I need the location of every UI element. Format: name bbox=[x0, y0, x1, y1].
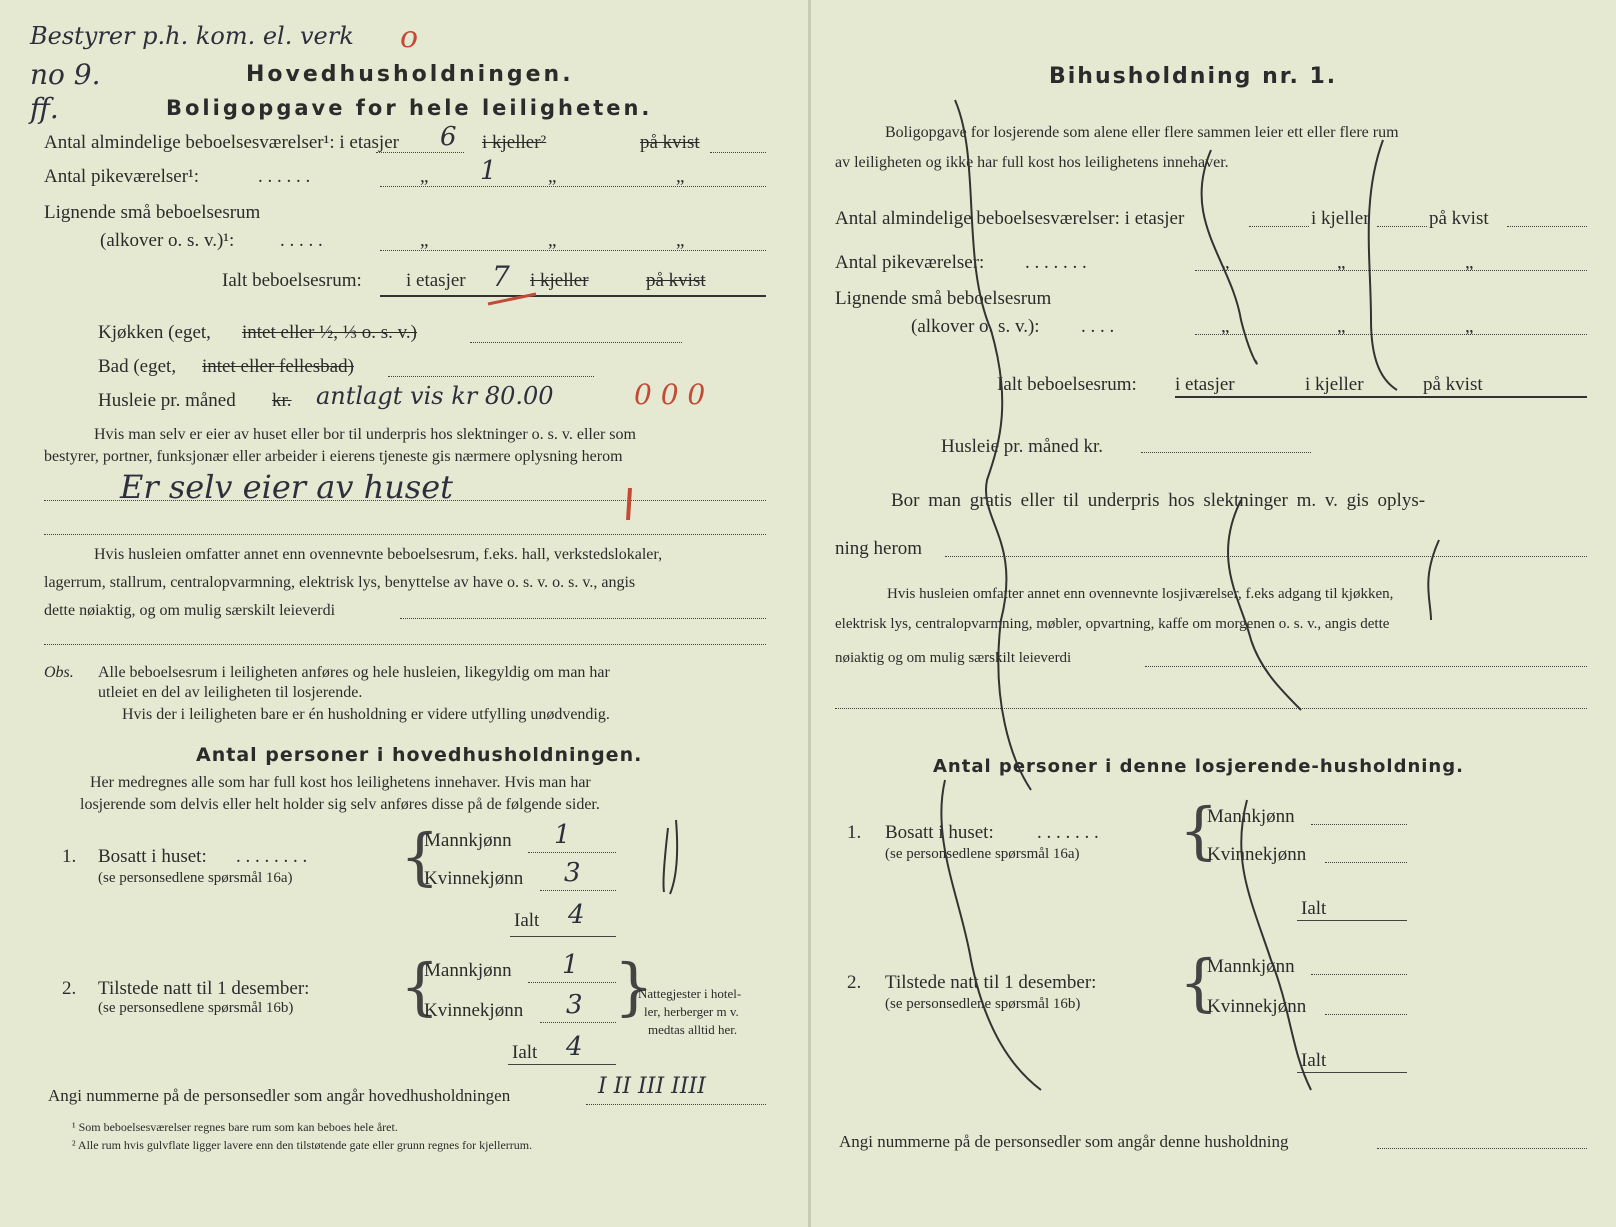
rent-includes-line1: Hvis husleien omfatter annet enn ovennevnte beboelsesrum, f.eks. hall, verkstedslokaler, bbox=[94, 546, 663, 563]
maid-q3: „ bbox=[676, 166, 685, 187]
q2-sub: (se personsedlene spørsmål 16b) bbox=[98, 1000, 294, 1016]
sub-total-label: Ialt beboelsesrum: bbox=[997, 374, 1137, 395]
right-cancel-strokes bbox=[811, 0, 1616, 1227]
sub-maid-q3: „ bbox=[1465, 252, 1474, 273]
sub-q1-label: Bosatt i huset: bbox=[885, 822, 994, 843]
rent-label: Husleie pr. måned bbox=[98, 390, 236, 411]
right-page-sub-household: Bihusholdning nr. 1. Boligopgave for losjerende som alene eller flere sammen leier ett eller flere rum av leiligheten og ikke har full kost hos leilighetens innehaver. Antal almindelige beboelsesværelser: i etasjer i kjeller på kvist Antal pikeværelser: . . . . . . . „ „ „ Lignende små beboelsesrum (alkover o. s. v.): . . . . „ „ „ Ialt beboelsesrum: i etasjer i kjeller på kvist Husleie pr. måned kr. Bor man gratis eller til underpris hos slektninger m. v. gis oplys- ning herom Hvis husleien omfatter annet enn ovennevnte losjiværelser, f.eks adgang til kjøkken, elektrisk lys, centralopvarmning, møbler, opvartning, kaffe om morgenen o. s. v., angis dette nøiaktig og om mulig særskilt leieverdi Antal personer i denne losjerende-husholdning. 1. Bosatt i huset: . . . . . . . (se personsedlene spørsmål 16a) { Mannkjønn Kvinnekjønn Ialt 2. Tilstede natt til 1 desember: (se personsedlene spørsmål 16b) { Mannkjønn Kvinnekjønn Ialt Angi nummerne på de personsedler som angår denne husholdning bbox=[808, 0, 1616, 1227]
total-kvist-struck: på kvist bbox=[646, 270, 706, 291]
owner-para-line1: Hvis man selv er eier av huset eller bor til underpris hos slektninger o. s. v. eller som bbox=[94, 426, 636, 443]
q2-number: 2. bbox=[62, 978, 77, 999]
sub-total-kvist: på kvist bbox=[1423, 374, 1483, 395]
sub-total-kjeller: i kjeller bbox=[1305, 374, 1364, 395]
sub-alcoves-q3: „ bbox=[1465, 316, 1474, 337]
q1-male-label: Mannkjønn bbox=[424, 830, 512, 851]
obs-label: Obs. bbox=[44, 664, 74, 681]
q2-female-label: Kvinnekjønn bbox=[424, 1000, 524, 1021]
maid-q1: „ bbox=[420, 166, 429, 187]
sub-q2-label: Tilstede natt til 1 desember: bbox=[885, 972, 1097, 993]
rent-kr: kr. bbox=[272, 390, 292, 411]
q2-male-label: Mannkjønn bbox=[424, 960, 512, 981]
sub-intro-line2: av leiligheten og ikke har full kost hos leilighetens innehaver. bbox=[835, 154, 1229, 171]
alcoves-dots: . . . . . bbox=[280, 230, 323, 251]
footnote-2: ² Alle rum hvis gulvflate ligger lavere enn den tilstøtende gate eller grunn regnes for kjellerrum. bbox=[72, 1138, 533, 1152]
persons-title: Antal personer i hovedhusholdningen. bbox=[196, 744, 643, 766]
sub-maid-q2: „ bbox=[1337, 252, 1346, 273]
angi-value: I II III IIII bbox=[598, 1074, 706, 1099]
total-rooms-label: Ialt beboelsesrum: bbox=[222, 270, 362, 291]
maid-rooms-value: 1 bbox=[480, 156, 497, 186]
q1-female-label: Kvinnekjønn bbox=[424, 868, 524, 889]
persons-intro-line1: Her medregnes alle som har full kost hos leilighetens innehaver. Hvis man har bbox=[90, 774, 591, 791]
sub-q2-sub: (se personsedlene spørsmål 16b) bbox=[885, 996, 1081, 1012]
sub-intro-line1: Boligopgave for losjerende som alene eller flere sammen leier ett eller flere rum bbox=[885, 124, 1399, 141]
rooms-kjeller-struck: i kjeller² bbox=[482, 132, 547, 153]
sub-q1-female-label: Kvinnekjønn bbox=[1207, 844, 1307, 865]
obs-line2: utleiet en del av leiligheten til losjerende. bbox=[98, 684, 363, 701]
q1-dots: . . . . . . . . bbox=[236, 846, 308, 867]
alcoves-q1: „ bbox=[420, 230, 429, 251]
rooms-etasjer-value: 6 bbox=[440, 122, 457, 152]
sub-small-rooms-label: Lignende små beboelsesrum bbox=[835, 288, 1052, 309]
corner-number: no 9. bbox=[30, 58, 101, 91]
q1-total-label: Ialt bbox=[514, 910, 540, 931]
sub-total-etasjer: i etasjer bbox=[1175, 374, 1235, 395]
sub-gratis-line2: ning herom bbox=[835, 538, 923, 559]
q2-total-label: Ialt bbox=[512, 1042, 538, 1063]
corner-ff: ff. bbox=[30, 92, 59, 125]
sub-alcoves-dots: . . . . bbox=[1081, 316, 1115, 337]
sub-persons-title: Antal personer i denne losjerende-husholdning. bbox=[933, 756, 1464, 777]
sub-q1-dots: . . . . . . . bbox=[1037, 822, 1099, 843]
q2-note-line1: Nattegjester i hotel- bbox=[638, 986, 742, 1001]
rent-red-marks: 0 0 0 bbox=[634, 378, 706, 411]
sub-angi-label: Angi nummerne på de personsedler som angår denne husholdning bbox=[839, 1132, 1289, 1151]
sub-maid-label: Antal pikeværelser: bbox=[835, 252, 985, 273]
angi-label: Angi nummerne på de personsedler som angår hovedhusholdningen bbox=[48, 1086, 511, 1105]
sub-rooms-label: Antal almindelige beboelsesværelser: i etasjer bbox=[835, 208, 1185, 229]
corner-note: Bestyrer p.h. kom. el. verk bbox=[30, 22, 354, 50]
obs-line3: Hvis der i leiligheten bare er én husholdning er videre utfylling unødvendig. bbox=[122, 706, 610, 723]
rent-value: antlagt vis kr 80.00 bbox=[316, 382, 554, 410]
sub-q1-total-label: Ialt bbox=[1301, 898, 1327, 919]
kitchen-struck: intet eller ½, ⅓ o. s. v.) bbox=[242, 322, 418, 343]
maid-q2: „ bbox=[548, 166, 557, 187]
sub-alcoves-q2: „ bbox=[1337, 316, 1346, 337]
q2-label: Tilstede natt til 1 desember: bbox=[98, 978, 310, 999]
bath-struck: intet eller fellesbad) bbox=[202, 356, 354, 377]
sub-q2-total-label: Ialt bbox=[1301, 1050, 1327, 1071]
sub-para-line2: elektrisk lys, centralopvarmning, møbler, opvartning, kaffe om morgenen o. s. v., angis dette bbox=[835, 616, 1390, 632]
sub-q1-male-label: Mannkjønn bbox=[1207, 806, 1295, 827]
alcoves-q3: „ bbox=[676, 230, 685, 251]
total-kjeller-struck: i kjeller bbox=[530, 270, 589, 291]
sub-rooms-kvist: på kvist bbox=[1429, 208, 1489, 229]
q2-note-line2: ler, herberger m v. bbox=[644, 1004, 739, 1019]
q1-female-value: 3 bbox=[564, 858, 581, 888]
q2-total-value: 4 bbox=[566, 1032, 583, 1062]
sub-rooms-kjeller: i kjeller bbox=[1311, 208, 1370, 229]
sub-q2-female-label: Kvinnekjønn bbox=[1207, 996, 1307, 1017]
page-subtitle: Boligopgave for hele leiligheten. bbox=[166, 96, 653, 120]
owner-para-line2: bestyrer, portner, funksjonær eller arbeider i eierens tjeneste gis nærmere oplysning herom bbox=[44, 448, 623, 465]
q2-female-value: 3 bbox=[566, 990, 583, 1020]
rent-includes-line3: dette nøiaktig, og om mulig særskilt leieverdi bbox=[44, 602, 336, 619]
q1-number: 1. bbox=[62, 846, 77, 867]
maid-rooms-label: Antal pikeværelser¹: bbox=[44, 166, 200, 187]
small-rooms-label: Lignende små beboelsesrum bbox=[44, 202, 261, 223]
sub-rent-label: Husleie pr. måned kr. bbox=[941, 436, 1103, 457]
page-title: Hovedhusholdningen. bbox=[246, 62, 574, 87]
sub-maid-q1: „ bbox=[1221, 252, 1230, 273]
sub-alcoves-q1: „ bbox=[1221, 316, 1230, 337]
q2-male-value: 1 bbox=[562, 950, 579, 980]
persons-intro-line2: losjerende som delvis eller helt holder sig selv anføres disse på de følgende sider. bbox=[80, 796, 600, 813]
q2-note-line3: medtas alltid her. bbox=[648, 1022, 738, 1037]
q1-male-value: 1 bbox=[554, 820, 571, 850]
sub-household-title: Bihusholdning nr. 1. bbox=[1049, 64, 1338, 89]
rooms-label: Antal almindelige beboelsesværelser¹: i etasjer bbox=[44, 132, 399, 153]
sub-q1-number: 1. bbox=[847, 822, 862, 843]
obs-line1: Alle beboelsesrum i leiligheten anføres og hele husleien, likegyldig om man har bbox=[98, 664, 610, 681]
owner-note: Er selv eier av huset bbox=[120, 468, 454, 506]
sub-q2-male-label: Mannkjønn bbox=[1207, 956, 1295, 977]
total-etasjer-label: i etasjer bbox=[406, 270, 466, 291]
sub-q1-sub: (se personsedlene spørsmål 16a) bbox=[885, 846, 1080, 862]
rent-includes-line2: lagerrum, stallrum, centralopvarmning, elektrisk lys, benyttelse av have o. s. v. o. s. v., angis bbox=[44, 574, 636, 591]
maid-rooms-dots: . . . . . . bbox=[258, 166, 311, 187]
kitchen-label: Kjøkken (eget, bbox=[98, 322, 211, 343]
alcoves-label: (alkover o. s. v.)¹: bbox=[100, 230, 235, 251]
q1-label: Bosatt i huset: bbox=[98, 846, 207, 867]
alcoves-q2: „ bbox=[548, 230, 557, 251]
sub-alcoves-label: (alkover o. s. v.): bbox=[911, 316, 1040, 337]
sub-q2-number: 2. bbox=[847, 972, 862, 993]
corner-o-mark: o bbox=[400, 20, 419, 55]
bath-label: Bad (eget, bbox=[98, 356, 177, 377]
total-etasjer-value: 7 bbox=[492, 260, 510, 293]
rooms-kvist-struck: på kvist bbox=[640, 132, 700, 153]
q1-total-value: 4 bbox=[568, 900, 585, 930]
sub-para-line1: Hvis husleien omfatter annet enn ovennevnte losjiværelser, f.eks adgang til kjøkken, bbox=[887, 586, 1394, 602]
sub-para-line3: nøiaktig og om mulig særskilt leieverdi bbox=[835, 650, 1072, 666]
footnote-1: ¹ Som beboelsesværelser regnes bare rum som kan beboes hele året. bbox=[72, 1120, 398, 1134]
q1-sub: (se personsedlene spørsmål 16a) bbox=[98, 870, 293, 886]
sub-gratis-line1: Bor man gratis eller til underpris hos slektninger m. v. gis oplys- bbox=[891, 490, 1426, 511]
sub-maid-dots: . . . . . . . bbox=[1025, 252, 1087, 273]
left-page-main-household: Bestyrer p.h. kom. el. verk o no 9. ff. Hovedhusholdningen. Boligopgave for hele leiligheten. Antal almindelige beboelsesværelser¹: i etasjer 6 i kjeller² på kvist Antal pikeværelser¹: . . . . . . „ 1 „ „ Lignende små beboelsesrum (alkover o. s. v.)¹: . . . . . „ „ „ Ialt beboelsesrum: i etasjer 7 i kjeller på kvist Kjøkken (eget, intet eller ½, ⅓ o. s. v.) Bad (eget, intet eller fellesbad) Husleie pr. måned kr. antlagt vis kr 80.00 0 0 0 Hvis man selv er eier av huset eller bor til underpris hos slektninger o. s. v. eller som bestyrer, portner, funksjonær eller arbeider i eierens tjeneste gis nærmere oplysning herom Er selv eier av huset Hvis husleien omfatter annet enn ovennevnte beboelsesrum, f.eks. hall, verkstedslokaler, lagerrum, stallrum, centralopvarmning, elektrisk lys, benyttelse av have o. s. v. o. s. v., angis dette nøiaktig, og om mulig særskilt leieverdi Obs. Alle beboelsesrum i leiligheten anføres og hele husleien, likegyldig om man har utleiet en del av leiligheten til losjerende. Hvis der i leiligheten bare er én husholdning er videre utfylling unødvendig. Antal personer i hovedhusholdningen. Her medregnes alle som har full kost hos leilighetens innehaver. Hvis man har losjerende som delvis eller helt holder sig selv anføres disse på de følgende sider. 1. Bosatt i huset: . . . . . . . . (se personsedlene spørsmål 16a) { Mannkjønn 1 Kvinnekjønn 3 Ialt 4 2. Tilstede natt til 1 desember: (se personsedlene spørsmål 16b) { Mannkjønn 1 Kvinnekjønn 3 Ialt 4 } Nattegjester i hotel- ler, herberger m v. medtas alltid her. Angi nummerne på de personsedler som angår hovedhusholdningen I II III IIII ¹ Som beboelsesværelser regnes bare rum som kan beboes hele året. ² Alle rum hvis gulvflate ligger lavere enn den tilstøtende gate eller grunn regnes for kjellerrum. bbox=[0, 0, 808, 1227]
